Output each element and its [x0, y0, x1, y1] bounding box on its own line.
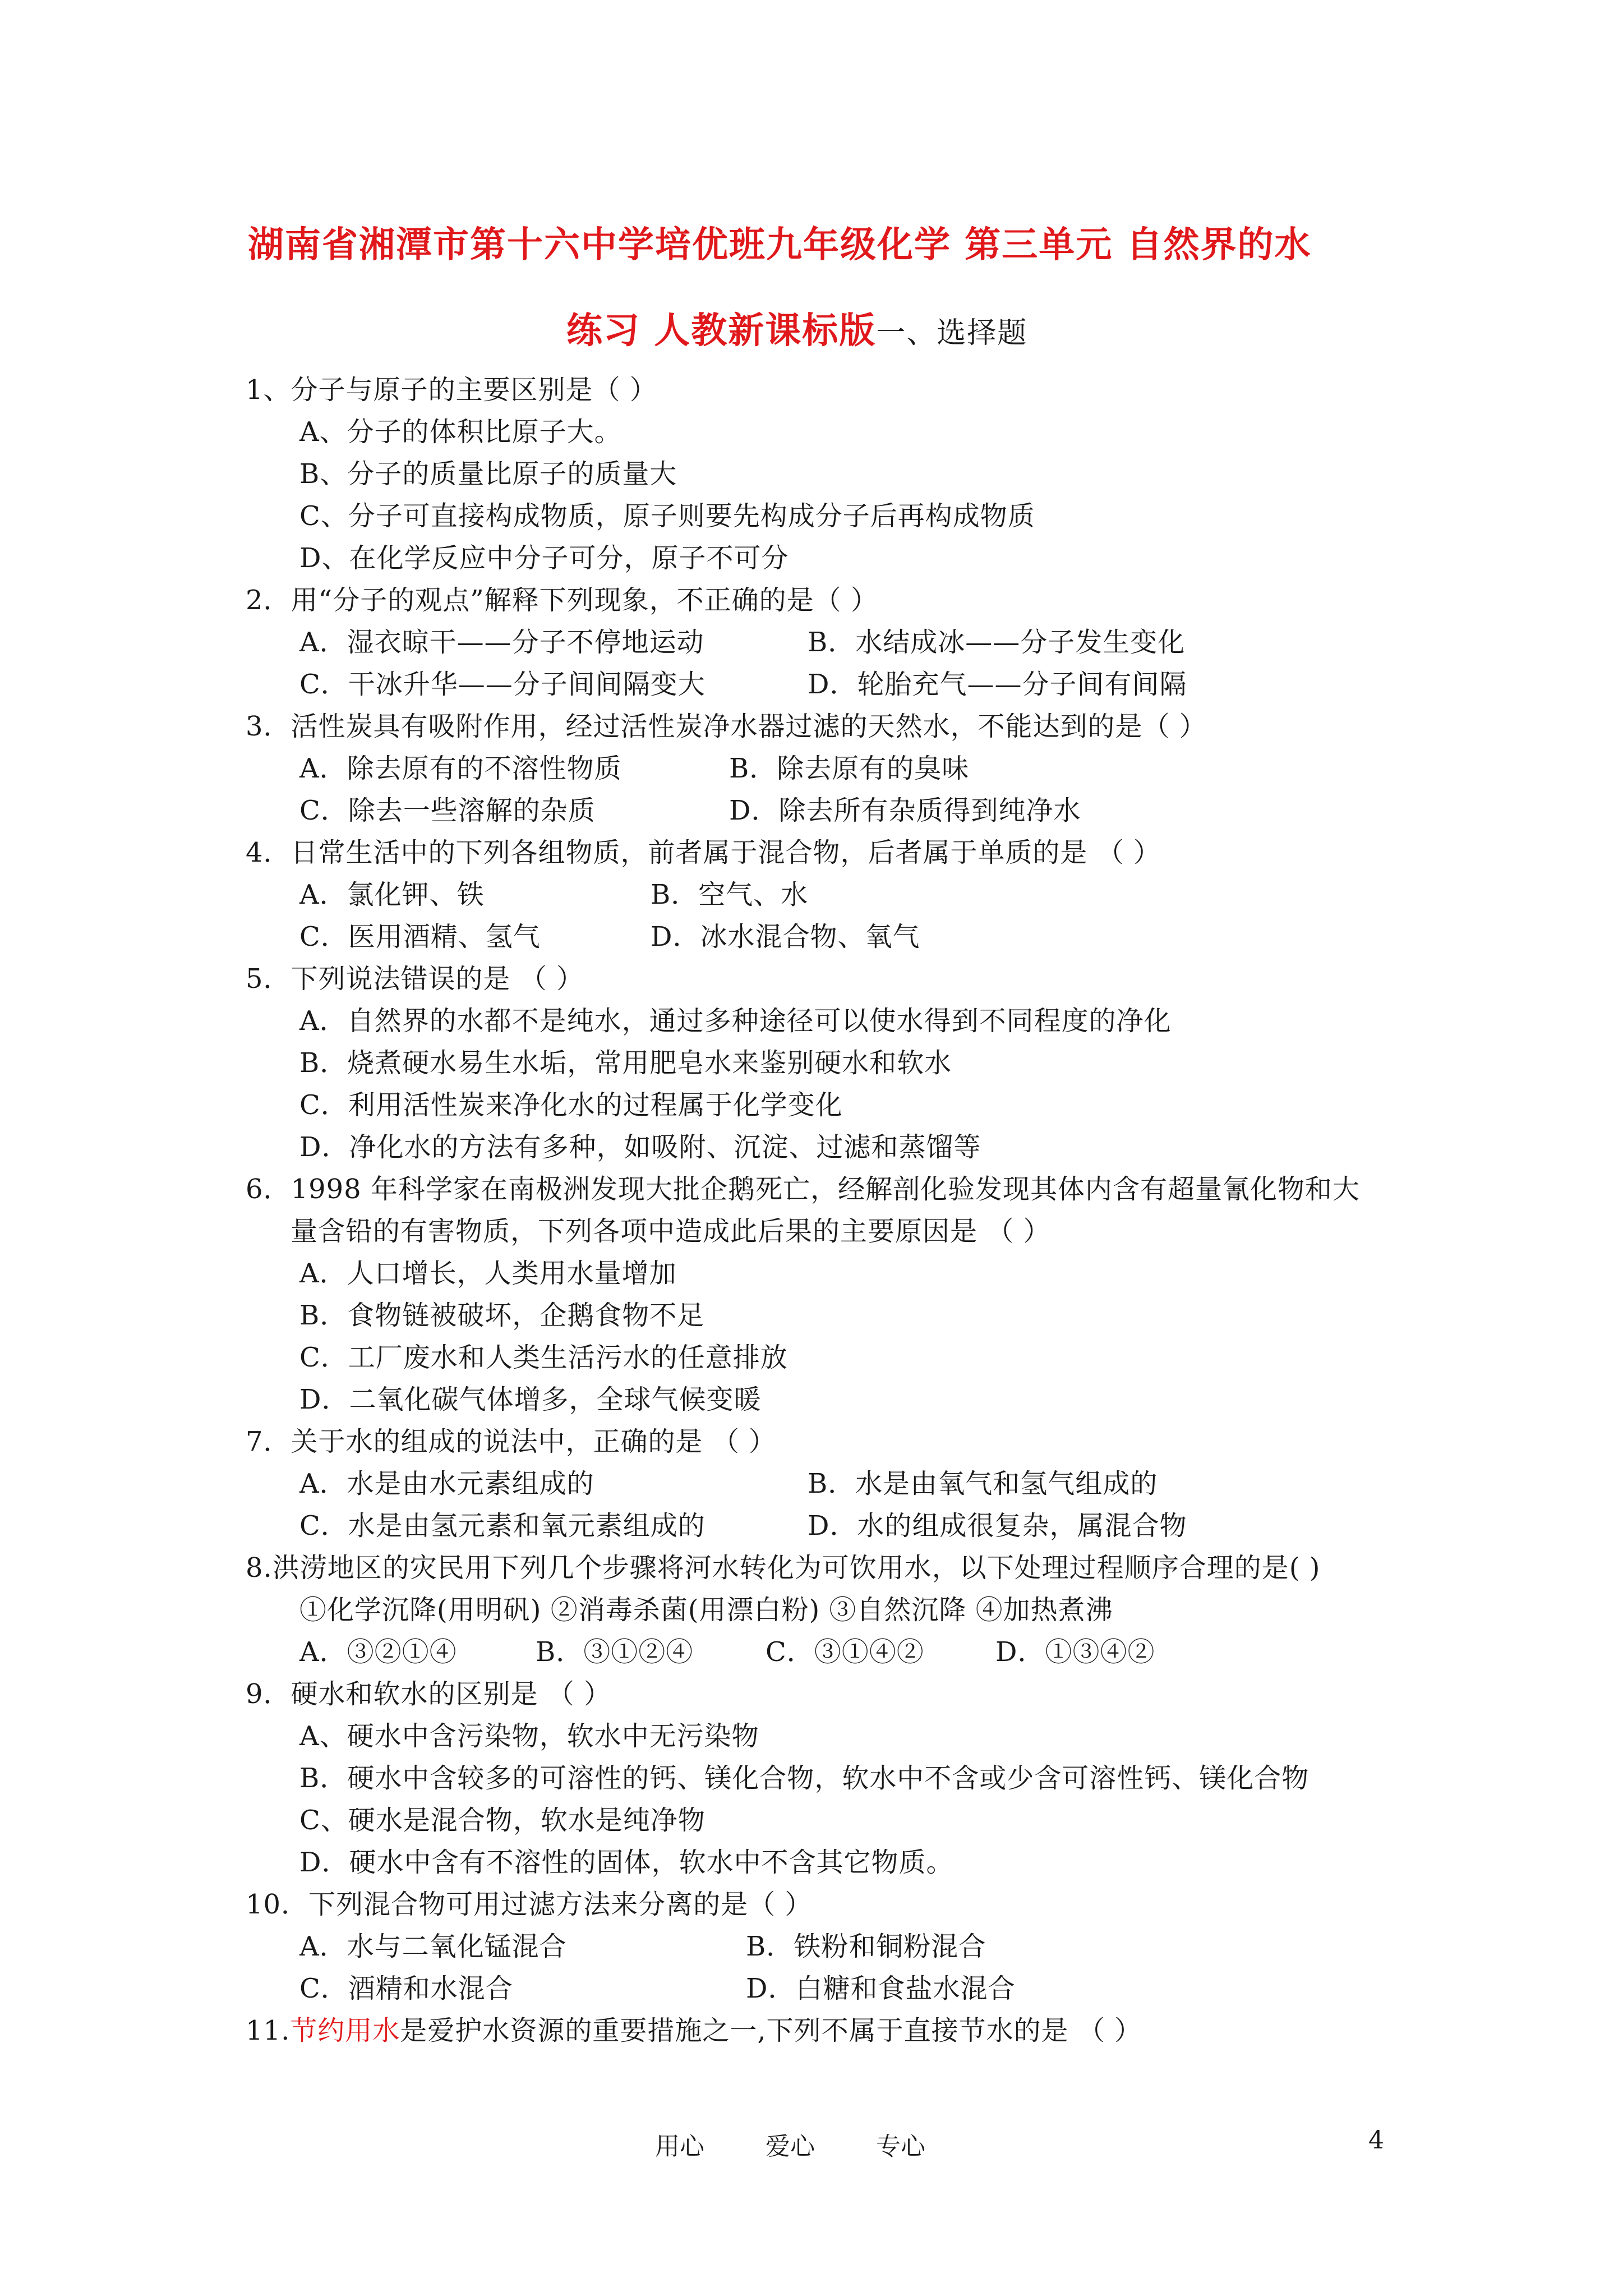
question-2-option-b: B．水结成冰——分子发生变化: [808, 627, 1186, 658]
question-9-option-b: B．硬水中含较多的可溶性的钙、镁化合物，软水中不含或少含可溶性钙、镁化合物: [299, 1763, 1310, 1794]
footer-text-2: 爱心: [766, 2132, 815, 2161]
question-9-option-a: A、硬水中含污染物，软水中无污染物: [299, 1720, 759, 1752]
question-3-option-d: D．除去所有杂质得到纯净水: [729, 795, 1081, 826]
question-4-option-d: D．冰水混合物、氧气: [651, 921, 920, 953]
question-2-option-d: D．轮胎充气——分子间有间隔: [808, 669, 1187, 700]
question-10-stem: 10．下列混合物可用过滤方法来分离的是（ ）: [246, 1889, 813, 1920]
question-8-option-d: D．①③④②: [995, 1636, 1155, 1668]
document-title-line2: [566, 302, 1027, 353]
question-7-option-a: A．水是由水元素组成的: [299, 1468, 594, 1499]
section-heading: 一、选择题: [876, 316, 1028, 350]
question-5-option-c: C．利用活性炭来净化水的过程属于化学变化: [299, 1089, 843, 1121]
question-4-stem: 4．日常生活中的下列各组物质，前者属于混合物，后者属于单质的是 （ ）: [246, 837, 1161, 868]
question-6-stem-line2: 量含铅的有害物质，下列各项中造成此后果的主要原因是 （ ）: [291, 1216, 1051, 1247]
question-1-option-d: D、在化学反应中分子可分，原子不可分: [299, 542, 789, 574]
question-6-option-b: B．食物链被破坏，企鹅食物不足: [299, 1300, 705, 1331]
question-5-option-d: D．净化水的方法有多种，如吸附、沉淀、过滤和蒸馏等: [299, 1131, 981, 1163]
question-3-option-a: A．除去原有的不溶性物质: [299, 753, 622, 784]
question-4-option-c: C．医用酒精、氢气: [299, 921, 541, 953]
document-title-line1: 湖南省湘潭市第十六中学培优班九年级化学 第三单元 自然界的水: [248, 224, 1312, 266]
question-9-option-d: D．硬水中含有不溶性的固体，软水中不含其它物质。: [299, 1847, 954, 1878]
question-11-number: 11.: [246, 2015, 291, 2046]
question-1-option-b: B、分子的质量比原子的质量大: [299, 458, 677, 490]
question-8-option-b: B．③①②④: [536, 1636, 694, 1668]
question-6-option-d: D．二氧化碳气体增多，全球气候变暖: [299, 1384, 762, 1415]
question-2-option-a: A．湿衣晾干——分子不停地运动: [299, 627, 704, 658]
question-7-stem: 7．关于水的组成的说法中，正确的是 （ ）: [246, 1426, 777, 1457]
document-title-line2-text: 练习 人教新课标版: [566, 310, 877, 352]
question-1-option-a: A、分子的体积比原子大。: [299, 416, 622, 448]
question-8-stem: 8.洪涝地区的灾民用下列几个步骤将河水转化为可饮用水，以下处理过程顺序合理的是( ): [246, 1552, 1321, 1584]
question-10-option-c: C．酒精和水混合: [299, 1973, 513, 2004]
question-6-option-c: C．工厂废水和人类生活污水的任意排放: [299, 1342, 788, 1373]
question-5-option-a: A．自然界的水都不是纯水，通过多种途径可以使水得到不同程度的净化: [299, 1005, 1172, 1037]
question-2-option-c: C．干冰升华——分子间间隔变大: [299, 669, 706, 700]
question-2-stem: 2．用“分子的观点”解释下列现象，不正确的是（ ）: [246, 585, 878, 616]
page-number: 4: [1368, 2126, 1384, 2155]
question-5-stem: 5．下列说法错误的是 （ ）: [246, 963, 584, 995]
question-10-option-a: A．水与二氧化锰混合: [299, 1931, 567, 1962]
question-3-option-b: B．除去原有的臭味: [729, 753, 970, 784]
question-1-stem: 1、分子与原子的主要区别是（ ）: [246, 374, 657, 406]
question-5-option-b: B．烧煮硬水易生水垢，常用肥皂水来鉴别硬水和软水: [299, 1047, 952, 1079]
question-1-option-c: C、分子可直接构成物质，原子则要先构成分子后再构成物质: [299, 500, 1035, 532]
question-9-option-c: C、硬水是混合物，软水是纯净物: [299, 1805, 706, 1836]
question-3-option-c: C．除去一些溶解的杂质: [299, 795, 596, 826]
question-11-highlight: 节约用水: [290, 2015, 400, 2046]
question-8-option-a: A．③②①④: [299, 1636, 457, 1668]
question-7-option-d: D．水的组成很复杂，属混合物: [808, 1510, 1187, 1542]
question-7-option-c: C．水是由氢元素和氧元素组成的: [299, 1510, 706, 1542]
question-4-option-b: B．空气、水: [651, 879, 809, 910]
footer-text-3: 专心: [876, 2132, 925, 2161]
question-8-option-c: C．③①④②: [766, 1636, 924, 1668]
question-4-option-a: A．氯化钾、铁: [299, 879, 485, 910]
question-3-stem: 3．活性炭具有吸附作用，经过活性炭净水器过滤的天然水，不能达到的是（ ）: [246, 711, 1207, 742]
question-10-option-b: B．铁粉和铜粉混合: [746, 1931, 986, 1962]
question-9-stem: 9．硬水和软水的区别是 （ ）: [246, 1678, 612, 1710]
question-7-option-b: B．水是由氧气和氢气组成的: [808, 1468, 1158, 1499]
footer-text-1: 用心: [655, 2132, 704, 2161]
question-8-steps: ①化学沉降(用明矾) ②消毒杀菌(用漂白粉) ③自然沉降 ④加热煮沸: [299, 1594, 1113, 1626]
question-10-option-d: D．白糖和食盐水混合: [746, 1973, 1016, 2004]
question-11-rest: 是爱护水资源的重要措施之一,下列不属于直接节水的是 （ ）: [400, 2015, 1142, 2046]
question-6-stem-line1: 6．1998 年科学家在南极洲发现大批企鹅死亡，经解剖化验发现其体内含有超量氰化物和大: [246, 1174, 1360, 1205]
question-6-option-a: A．人口增长，人类用水量增加: [299, 1258, 677, 1289]
question-11-stem: [246, 2014, 1142, 2047]
